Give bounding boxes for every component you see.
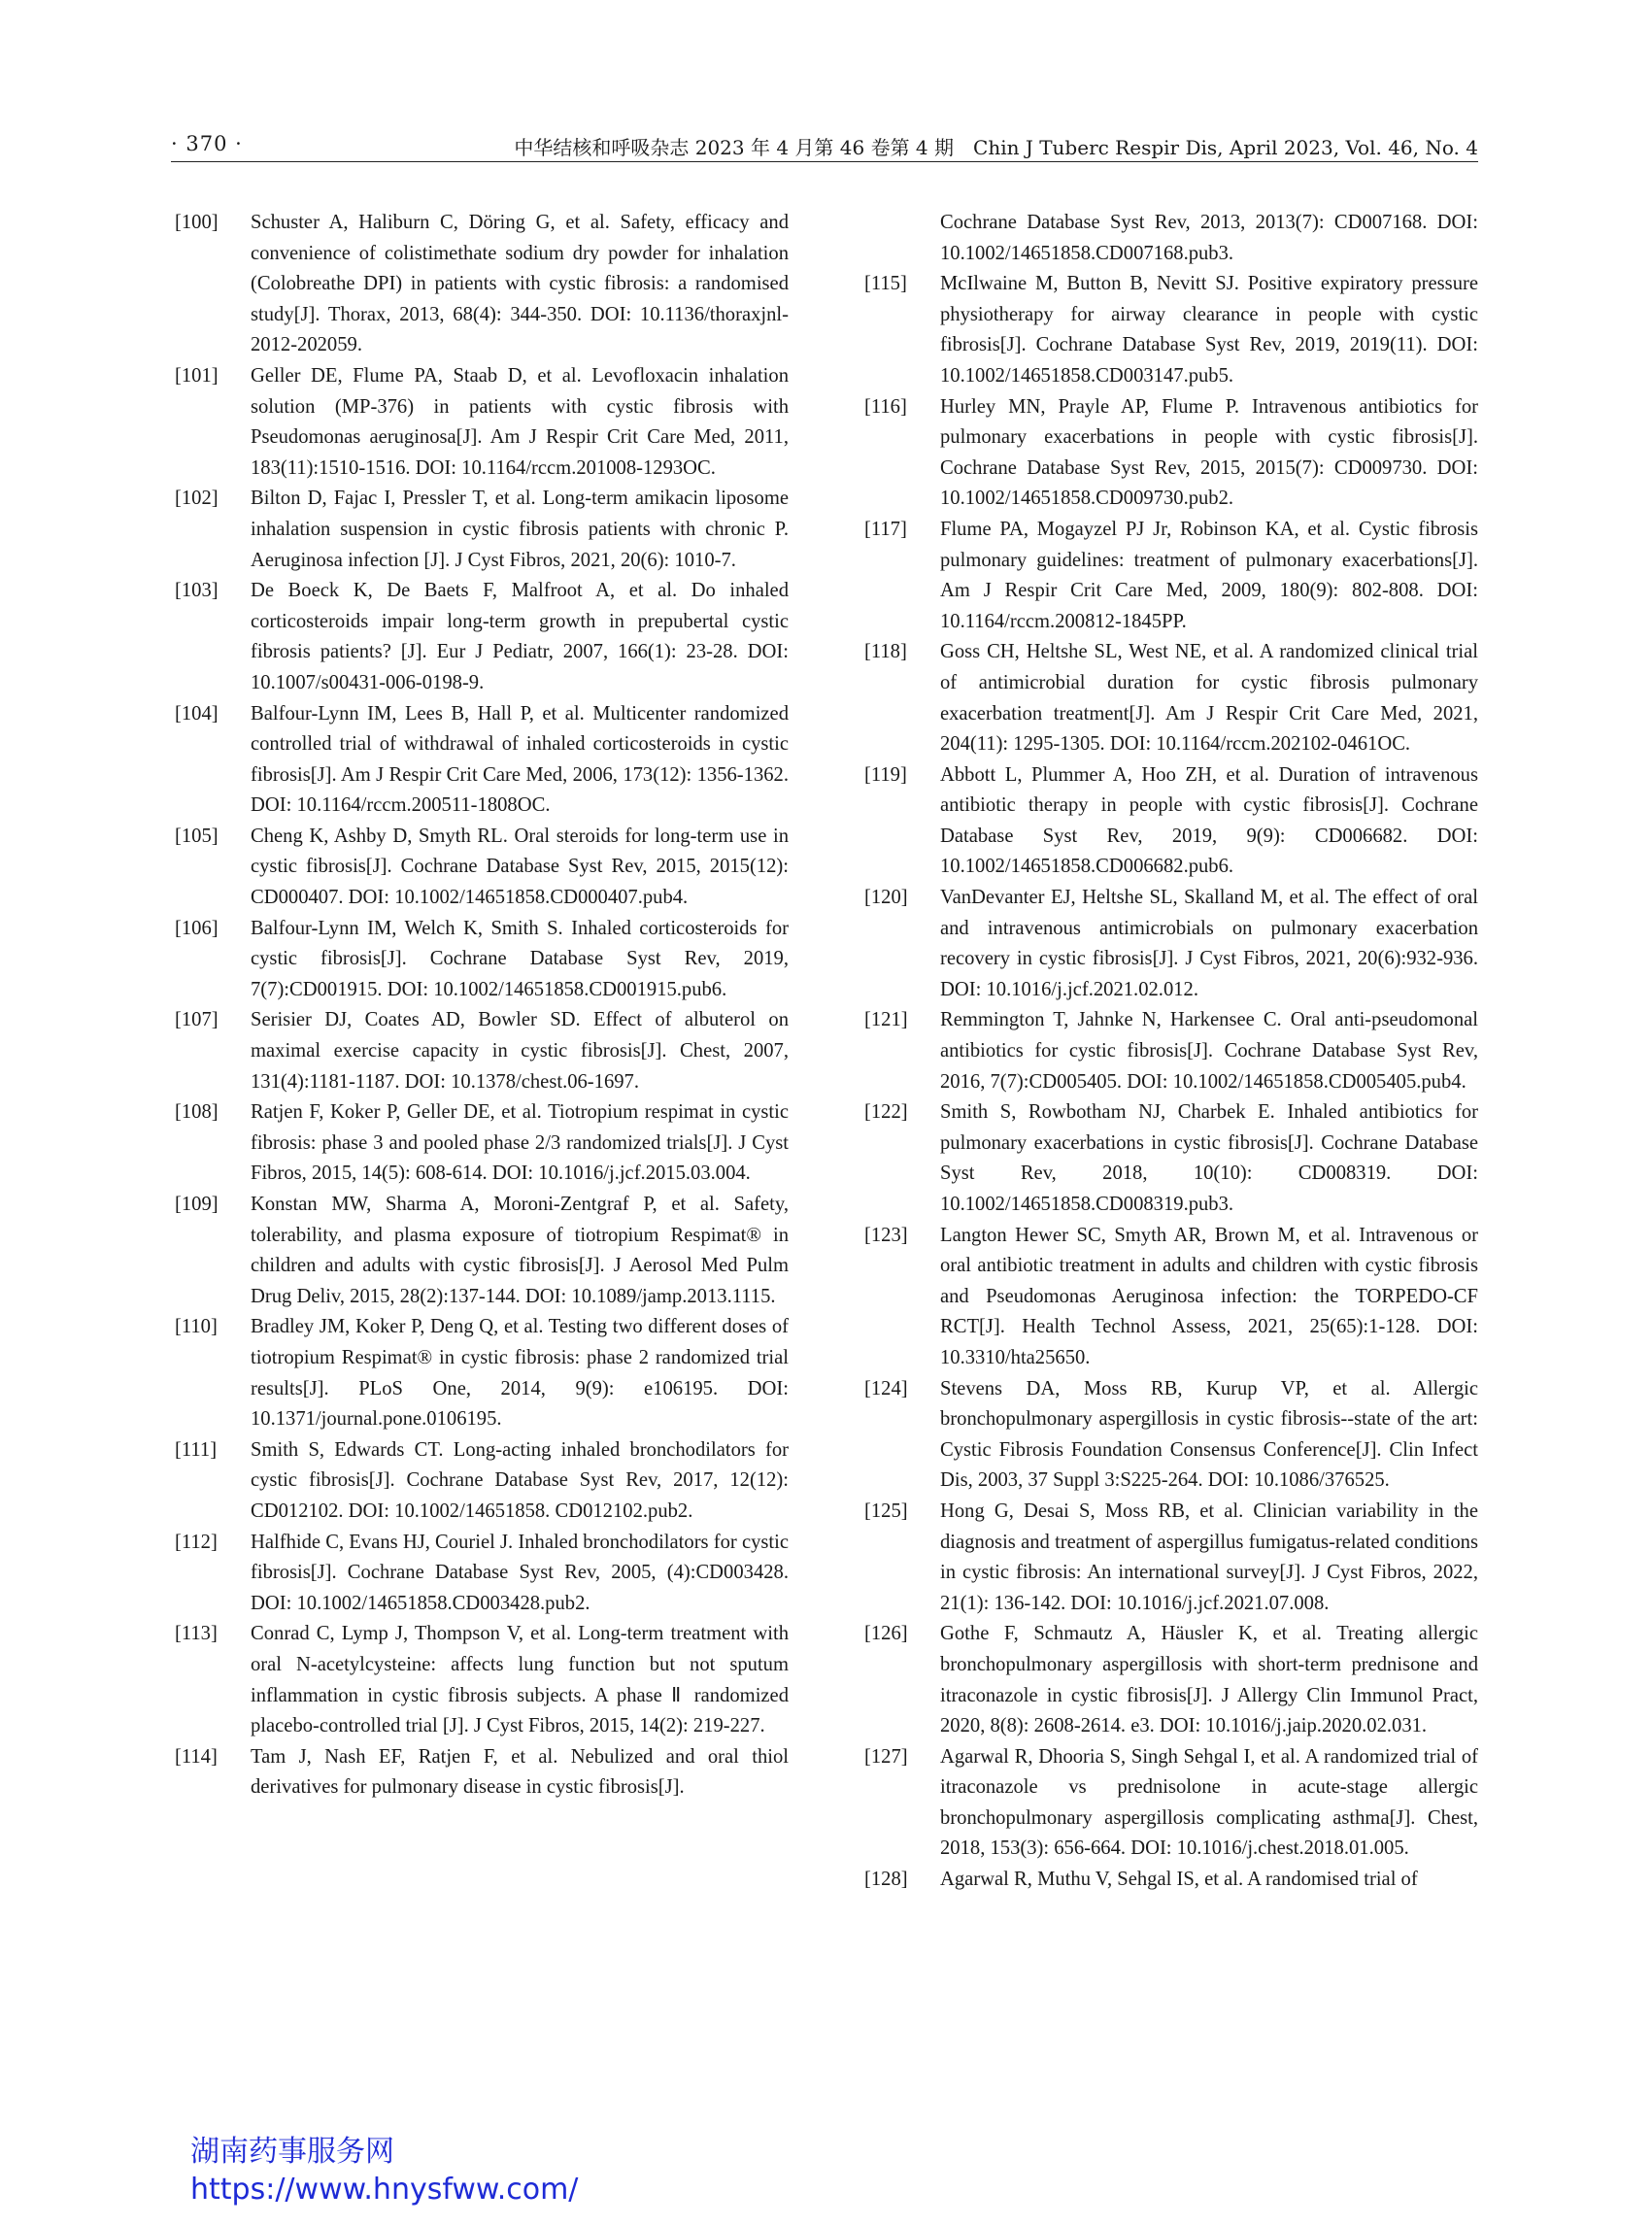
reference-text: Abbott L, Plummer A, Hoo ZH, et al. Duration of intravenous antibiotic therapy in people with cystic fibrosis[J]. Cochrane Database Syst Rev, 2019, 9(9): CD006682. DOI: 10.1002/14651858.CD006682.pub6.	[940, 763, 1478, 878]
reference-column-right	[864, 208, 1478, 1896]
reference-item	[175, 1190, 789, 1312]
reference-text: Hurley MN, Prayle AP, Flume P. Intravenous antibiotics for pulmonary exacerbations in people with cystic fibrosis[J]. Cochrane Database Syst Rev, 2015, 2015(7): CD009730. DOI: 10.1002/14651858.CD009730.pub2.	[940, 395, 1478, 510]
reference-text: Smith S, Edwards CT. Long-acting inhaled bronchodilators for cystic fibrosis[J]. Cochrane Database Syst Rev, 2017, 12(12): CD012102. DOI: 10.1002/14651858. CD012102.pub2.	[251, 1438, 789, 1522]
reference-text: McIlwaine M, Button B, Nevitt SJ. Positive expiratory pressure physiotherapy for airway clearance in people with cystic fibrosis[J]. Cochrane Database Syst Rev, 2019, 2019(11). DOI: 10.1002/14651858.CD003147.pub5.	[940, 273, 1478, 387]
reference-item	[175, 361, 789, 484]
reference-number: [106]	[175, 917, 219, 939]
reference-item	[864, 1742, 1478, 1865]
reference-text: Geller DE, Flume PA, Staab D, et al. Levofloxacin inhalation solution (MP-376) in patients with cystic fibrosis with Pseudomonas aeruginosa[J]. Am J Respir Crit Care Med, 2011, 183(11):1510-1516. DOI: 10.1164/rccm.201008-1293OC.	[251, 364, 789, 479]
running-header	[171, 130, 1478, 162]
reference-number: [127]	[864, 1745, 908, 1768]
reference-item	[864, 515, 1478, 637]
watermark	[190, 2133, 578, 2208]
reference-text: Stevens DA, Moss RB, Kurup VP, et al. Allergic bronchopulmonary aspergillosis in cystic fibrosis--state of the art: Cystic Fibrosis Foundation Consensus Conference[J]. Clin Infect Dis, 2003, 37 Suppl 3:S225-264. DOI: 10.1086/376525.	[940, 1377, 1478, 1492]
reference-number: [105]	[175, 825, 219, 847]
reference-item	[864, 760, 1478, 883]
reference-column-left	[175, 208, 789, 1804]
reference-number: [128]	[864, 1869, 908, 1891]
reference-text: Balfour-Lynn IM, Lees B, Hall P, et al. Multicenter randomized controlled trial of withdrawal of inhaled corticosteroids in cystic fibrosis[J]. Am J Respir Crit Care Med, 2006, 173(12): 1356-1362. DOI: 10.1164/rccm.200511-1808OC.	[251, 702, 789, 817]
reference-text: VanDevanter EJ, Heltshe SL, Skalland M, et al. The effect of oral and intravenous antimicrobials on pulmonary exacerbation recovery in cystic fibrosis[J]. J Cyst Fibros, 2021, 20(6):932-936. DOI: 10.1016/j.jcf.2021.02.012.	[940, 887, 1478, 1000]
reference-item	[175, 1097, 789, 1190]
reference-number: [123]	[864, 1224, 908, 1246]
reference-item	[175, 1312, 789, 1434]
reference-number: [103]	[175, 580, 219, 602]
reference-item	[864, 1374, 1478, 1497]
reference-item	[175, 822, 789, 914]
reference-text: Tam J, Nash EF, Ratjen F, et al. Nebulized and oral thiol derivatives for pulmonary disease in cystic fibrosis[J].	[251, 1745, 789, 1799]
reference-number: [107]	[175, 1009, 219, 1031]
journal-citation: 中华结核和呼吸杂志 2023 年 4 月第 46 卷第 4 期 Chin J Tuberc Respir Dis, April 2023, Vol. 46, No. 4	[514, 136, 1478, 159]
reference-text: Bilton D, Fajac I, Pressler T, et al. Long-term amikacin liposome inhalation suspension in cystic fibrosis patients with chronic P. Aeruginosa infection [J]. J Cyst Fibros, 2021, 20(6): 1010-7.	[251, 488, 789, 571]
reference-text: Hong G, Desai S, Moss RB, et al. Clinician variability in the diagnosis and treatment of aspergillus fumigatus-related conditions in cystic fibrosis: An international survey[J]. J Cyst Fibros, 2022, 21(1): 136-142. DOI: 10.1016/j.jcf.2021.07.008.	[940, 1500, 1478, 1614]
reference-number: [112]	[175, 1531, 218, 1553]
reference-number: [118]	[864, 641, 907, 663]
reference-item	[175, 1005, 789, 1097]
reference-number: [109]	[175, 1194, 219, 1215]
reference-item	[864, 1619, 1478, 1741]
reference-item	[864, 1865, 1478, 1896]
reference-item	[175, 208, 789, 361]
reference-item	[864, 269, 1478, 391]
reference-number: [102]	[175, 488, 219, 510]
reference-text: Flume PA, Mogayzel PJ Jr, Robinson KA, et al. Cystic fibrosis pulmonary guidelines: treatment of pulmonary exacerbations[J]. Am J Respir Crit Care Med, 2009, 180(9): 802-808. DOI: 10.1164/rccm.200812-1845PP.	[940, 518, 1478, 632]
reference-item	[864, 392, 1478, 515]
reference-number: [113]	[175, 1623, 218, 1645]
reference-text: Langton Hewer SC, Smyth AR, Brown M, et al. Intravenous or oral antibiotic treatment in adults and children with cystic fibrosis and Pseudomonas Aeruginosa infection: the TORPEDO-CF RCT[J]. Health Technol Assess, 2021, 25(65):1-128. DOI: 10.3310/hta25650.	[940, 1224, 1478, 1368]
reference-item	[864, 1221, 1478, 1374]
reference-text: Cheng K, Ashby D, Smyth RL. Oral steroids for long-term use in cystic fibrosis[J]. Cochrane Database Syst Rev, 2015, 2015(12): CD000407. DOI: 10.1002/14651858.CD000407.pub4.	[251, 825, 789, 909]
reference-item	[864, 1497, 1478, 1619]
reference-text: Serisier DJ, Coates AD, Bowler SD. Effect of albuterol on maximal exercise capacity in cystic fibrosis[J]. Chest, 2007, 131(4):1181-1187. DOI: 10.1378/chest.06-1697.	[251, 1009, 789, 1093]
reference-item	[175, 1742, 789, 1804]
reference-text: Gothe F, Schmautz A, Häusler K, et al. Treating allergic bronchopulmonary aspergillosis with short-term prednisone and itraconazole in cystic fibrosis[J]. J Allergy Clin Immunol Pract, 2020, 8(8): 2608-2614. e3. DOI: 10.1016/j.jaip.2020.02.031.	[940, 1623, 1478, 1737]
watermark-site-name: 湖南药事服务网	[190, 2135, 394, 2169]
reference-item	[864, 1097, 1478, 1220]
reference-number: [115]	[864, 273, 907, 295]
reference-text: Konstan MW, Sharma A, Moroni-Zentgraf P, et al. Safety, tolerability, and plasma exposure of tiotropium Respimat® in children and adults with cystic fibrosis[J]. J Aerosol Med Pulm Drug Deliv, 2015, 28(2):137-144. DOI: 10.1089/jamp.2013.1115.	[251, 1194, 789, 1307]
reference-item	[175, 1435, 789, 1528]
reference-number: [121]	[864, 1009, 908, 1031]
reference-item	[175, 1619, 789, 1741]
reference-text: Ratjen F, Koker P, Geller DE, et al. Tiotropium respimat in cystic fibrosis: phase 3 and pooled phase 2/3 randomized trials[J]. J Cyst Fibros, 2015, 14(5): 608-614. DOI: 10.1016/j.jcf.2015.03.004.	[251, 1101, 789, 1185]
reference-number: [114]	[175, 1745, 218, 1768]
reference-item	[175, 914, 789, 1006]
reference-item	[175, 1528, 789, 1620]
reference-number: [119]	[864, 763, 907, 786]
reference-text: Schuster A, Haliburn C, Döring G, et al. Safety, efficacy and convenience of colistimethate sodium dry powder for inhalation (Colobreathe DPI) in patients with cystic fibrosis: a randomised study[J]. Thorax, 2013, 68(4): 344-350. DOI: 10.1136/thoraxjnl-2012-202059.	[251, 212, 789, 356]
reference-item	[175, 484, 789, 576]
watermark-url[interactable]: https://www.hnysfww.com/	[190, 2173, 579, 2207]
reference-item	[864, 1005, 1478, 1097]
reference-number: [126]	[864, 1623, 908, 1645]
reference-text: Remmington T, Jahnke N, Harkensee C. Oral anti-pseudomonal antibiotics for cystic fibrosis[J]. Cochrane Database Syst Rev, 2016, 7(7):CD005405. DOI: 10.1002/14651858.CD005405.pub4.	[940, 1009, 1478, 1093]
reference-number: [125]	[864, 1500, 908, 1522]
reference-item	[864, 883, 1478, 1005]
reference-number: [100]	[175, 212, 219, 233]
reference-continuation: Cochrane Database Syst Rev, 2013, 2013(7): CD007168. DOI: 10.1002/14651858.CD007168.pub3.	[940, 212, 1478, 264]
reference-item	[175, 699, 789, 822]
reference-number: [108]	[175, 1101, 219, 1124]
reference-text: Conrad C, Lymp J, Thompson V, et al. Long-term treatment with oral N-acetylcysteine: affects lung function but not sputum inflammation in cystic fibrosis subjects. A phase Ⅱ randomized placebo-controlled trial [J]. J Cyst Fibros, 2015, 14(2): 219-227.	[251, 1623, 789, 1737]
reference-number: [111]	[175, 1438, 218, 1461]
reference-number: [101]	[175, 364, 219, 387]
reference-text: Agarwal R, Dhooria S, Singh Sehgal I, et al. A randomized trial of itraconazole vs prednisolone in acute-stage allergic bronchopulmonary aspergillosis complicating asthma[J]. Chest, 2018, 153(3): 656-664. DOI: 10.1016/j.chest.2018.01.005.	[940, 1745, 1478, 1860]
reference-item	[864, 637, 1478, 759]
reference-number: [117]	[864, 518, 907, 540]
reference-text: Agarwal R, Muthu V, Sehgal IS, et al. A randomised trial of	[940, 1869, 1418, 1891]
reference-number: [124]	[864, 1377, 908, 1399]
reference-text: Halfhide C, Evans HJ, Couriel J. Inhaled bronchodilators for cystic fibrosis[J]. Cochrane Database Syst Rev, 2005, (4):CD003428. DOI: 10.1002/14651858.CD003428.pub2.	[251, 1531, 789, 1614]
reference-item	[175, 576, 789, 698]
reference-text: De Boeck K, De Baets F, Malfroot A, et al. Do inhaled corticosteroids impair long-term growth in prepubertal cystic fibrosis patients? [J]. Eur J Pediatr, 2007, 166(1): 23-28. DOI: 10.1007/s00431-006-0198-9.	[251, 580, 789, 693]
reference-text: Goss CH, Heltshe SL, West NE, et al. A randomized clinical trial of antimicrobial duration for cystic fibrosis pulmonary exacerbation treatment[J]. Am J Respir Crit Care Med, 2021, 204(11): 1295-1305. DOI: 10.1164/rccm.202102-0461OC.	[940, 641, 1478, 756]
reference-text: Balfour-Lynn IM, Welch K, Smith S. Inhaled corticosteroids for cystic fibrosis[J]. Cochrane Database Syst Rev, 2019, 7(7):CD001915. DOI: 10.1002/14651858.CD001915.pub6.	[251, 917, 789, 1000]
reference-number: [122]	[864, 1101, 908, 1124]
reference-number: [104]	[175, 702, 219, 725]
reference-text: Smith S, Rowbotham NJ, Charbek E. Inhaled antibiotics for pulmonary exacerbations in cystic fibrosis[J]. Cochrane Database Syst Rev, 2018, 10(10): CD008319. DOI: 10.1002/14651858.CD008319.pub3.	[940, 1101, 1478, 1215]
page-number: · 370 ·	[171, 132, 243, 155]
reference-text: Bradley JM, Koker P, Deng Q, et al. Testing two different doses of tiotropium Respimat® in cystic fibrosis: phase 2 randomized trial results[J]. PLoS One, 2014, 9(9): e106195. DOI: 10.1371/journal.pone.0106195.	[251, 1316, 789, 1431]
reference-number: [120]	[864, 887, 908, 909]
reference-number: [116]	[864, 395, 907, 418]
reference-number: [110]	[175, 1316, 218, 1338]
